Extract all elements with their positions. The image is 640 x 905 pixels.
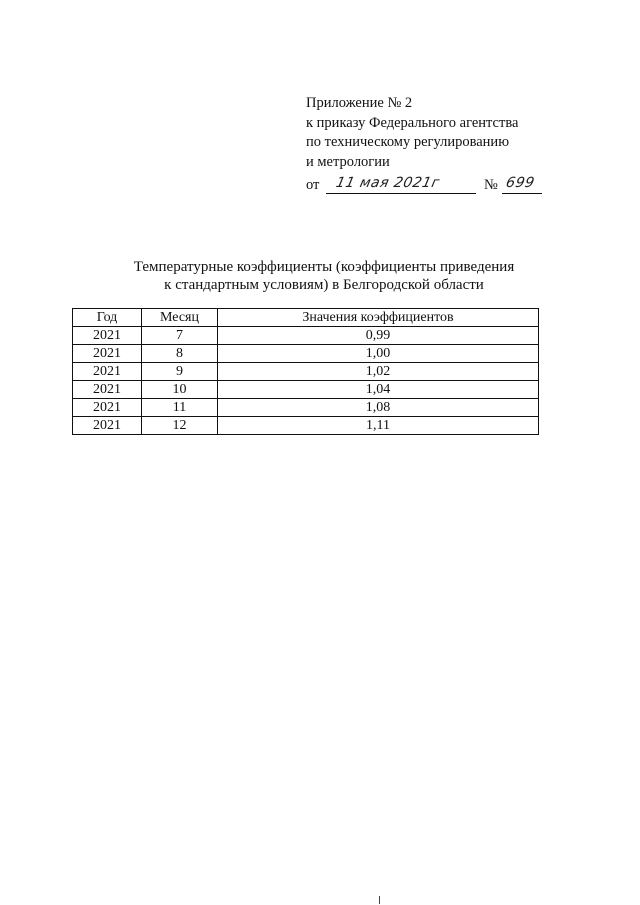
appendix-header (306, 94, 606, 196)
header-coefficient: Значения коэффициентов (218, 309, 539, 327)
date-prefix: от (306, 177, 320, 193)
cell-month: 8 (142, 345, 218, 363)
cell-year: 2021 (73, 417, 142, 435)
document-title (100, 258, 548, 294)
table-header-row (73, 309, 539, 327)
cell-year: 2021 (73, 327, 142, 345)
cell-year: 2021 (73, 381, 142, 399)
handwritten-number: 699 (504, 175, 537, 191)
cell-year: 2021 (73, 345, 142, 363)
header-month: Месяц (142, 309, 218, 327)
cell-coefficient: 0,99 (218, 327, 539, 345)
table-row (73, 327, 539, 345)
cell-coefficient: 1,08 (218, 399, 539, 417)
coefficients-table (72, 308, 539, 435)
handwritten-date: 11 мая 2021г (334, 175, 442, 191)
cell-year: 2021 (73, 363, 142, 381)
table-row (73, 345, 539, 363)
order-reference (306, 174, 606, 196)
cell-month: 9 (142, 363, 218, 381)
number-prefix: № (484, 177, 498, 193)
cell-month: 10 (142, 381, 218, 399)
appendix-title: Приложение № 2 (306, 95, 413, 111)
cell-coefficient: 1,02 (218, 363, 539, 381)
cell-month: 7 (142, 327, 218, 345)
title-line-2: к стандартным условиям) в Белгородской области (164, 277, 484, 293)
table-row (73, 381, 539, 399)
table-row (73, 363, 539, 381)
table-row (73, 399, 539, 417)
cell-month: 11 (142, 399, 218, 417)
cell-coefficient: 1,11 (218, 417, 539, 435)
header-year: Год (73, 309, 142, 327)
scan-mark (379, 896, 380, 904)
appendix-line-regulation: по техническому регулированию (306, 134, 510, 150)
cell-coefficient: 1,04 (218, 381, 539, 399)
table-row (73, 417, 539, 435)
appendix-line-order: к приказу Федерального агентства (306, 114, 519, 131)
title-line-1: Температурные коэффициенты (коэффициенты приведения (133, 259, 515, 275)
cell-year: 2021 (73, 399, 142, 417)
cell-month: 12 (142, 417, 218, 435)
appendix-line-metrology: и метрологии (306, 153, 390, 170)
cell-coefficient: 1,00 (218, 345, 539, 363)
